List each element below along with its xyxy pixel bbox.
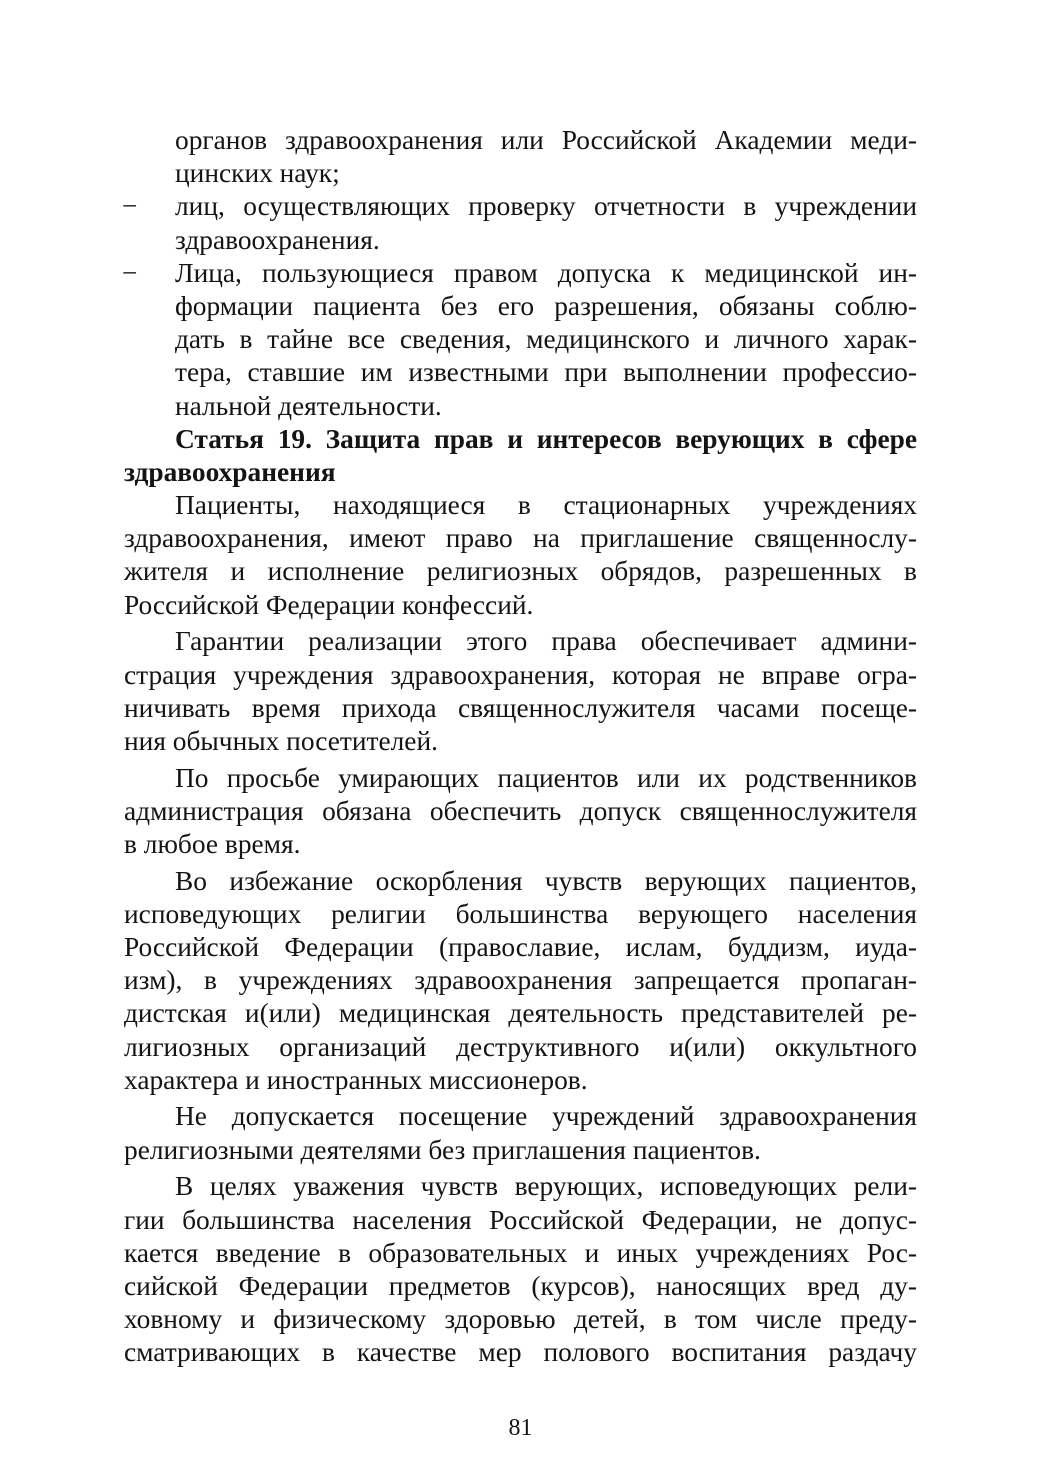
text-line: изм), в учреждениях здравоохранения запрещается пропаган- — [124, 965, 917, 996]
dash-bullet: − — [122, 191, 138, 222]
text-line: страция учреждения здравоохранения, которая не вправе огра- — [124, 659, 917, 690]
text-line: органов здравоохранения или Российской Академии меди- — [175, 125, 917, 155]
text-line: Не допускается посещение учреждений здравоохранения — [175, 1101, 917, 1132]
continued-list-item — [124, 124, 917, 190]
paragraph — [124, 762, 917, 862]
text-line: здравоохранения, имеют право на приглашение священнослу- — [124, 523, 917, 554]
text-line: сийской Федерации предметов (курсов), наносящих вред ду- — [124, 1270, 917, 1301]
dash-list — [124, 190, 917, 422]
paragraph — [124, 865, 917, 1097]
text-line: администрация обязана обеспечить допуск священнослужителя — [124, 795, 917, 826]
text-line: сматривающих в качестве мер полового воспитания раздачу — [124, 1337, 917, 1368]
text-line: лигиозных организаций деструктивного и(или) оккультного — [124, 1031, 917, 1062]
text-line: религиозными деятелями без приглашения пациентов. — [124, 1134, 761, 1165]
article-heading — [124, 423, 917, 489]
paragraph — [124, 489, 917, 622]
list-item — [124, 257, 917, 423]
paragraph — [124, 1100, 917, 1166]
page-content — [124, 124, 917, 1369]
paragraph — [124, 1170, 917, 1369]
text-line: По просьбе умирающих пациентов или их родственников — [175, 762, 917, 793]
text-line: цинских наук; — [175, 158, 340, 189]
text-line: исповедующих религии большинства верующего населения — [124, 898, 917, 929]
text-line: В целях уважения чувств верующих, исповедующих рели- — [175, 1171, 917, 1202]
text-line: жителя и исполнение религиозных обрядов, разрешенных в — [124, 556, 917, 587]
text-line: Гарантии реализации этого права обеспечивает админи- — [175, 626, 917, 657]
paragraph — [124, 625, 917, 758]
text-line: Российской Федерации (православие, ислам, буддизм, иуда- — [124, 932, 917, 962]
text-line: здравоохранения — [124, 456, 336, 487]
text-line: Пациенты, находящиеся в стационарных учреждениях — [175, 490, 917, 521]
text-line: нальной деятельности. — [175, 390, 442, 421]
article-body — [124, 489, 917, 1369]
list-item — [124, 190, 917, 256]
text-line: Статья 19. Защита прав и интересов верующих в сфере — [175, 423, 917, 454]
text-line: здравоохранения. — [175, 224, 380, 255]
text-line: Во избежание оскорбления чувств верующих пациентов, — [175, 865, 917, 896]
text-line: Российской Федерации конфессий. — [124, 589, 534, 620]
text-line: формации пациента без его разрешения, обязаны соблю- — [175, 290, 917, 321]
text-line: дистская и(или) медицинская деятельность представителей ре- — [124, 998, 917, 1029]
text-line: тера, ставшие им известными при выполнении профессио- — [175, 357, 917, 388]
text-line: кается введение в образовательных и иных учреждениях Рос- — [124, 1237, 917, 1268]
text-line: гии большинства населения Российской Федерации, не допус- — [124, 1204, 917, 1235]
text-line: Лица, пользующиеся правом допуска к медицинской ин- — [175, 257, 917, 288]
text-line: ния обычных посетителей. — [124, 725, 438, 756]
page-number: 81 — [508, 1415, 533, 1441]
text-line: ховному и физическому здоровью детей, в том числе преду- — [124, 1304, 917, 1335]
dash-bullet: − — [122, 257, 138, 288]
text-line: дать в тайне все сведения, медицинского и личного харак- — [175, 324, 917, 355]
text-line: в любое время. — [124, 828, 301, 859]
text-line: ничивать время прихода священнослужителя часами посеще- — [124, 692, 917, 723]
text-line: характера и иностранных миссионеров. — [124, 1064, 588, 1095]
text-line: лиц, осуществляющих проверку отчетности в учреждении — [175, 191, 917, 222]
